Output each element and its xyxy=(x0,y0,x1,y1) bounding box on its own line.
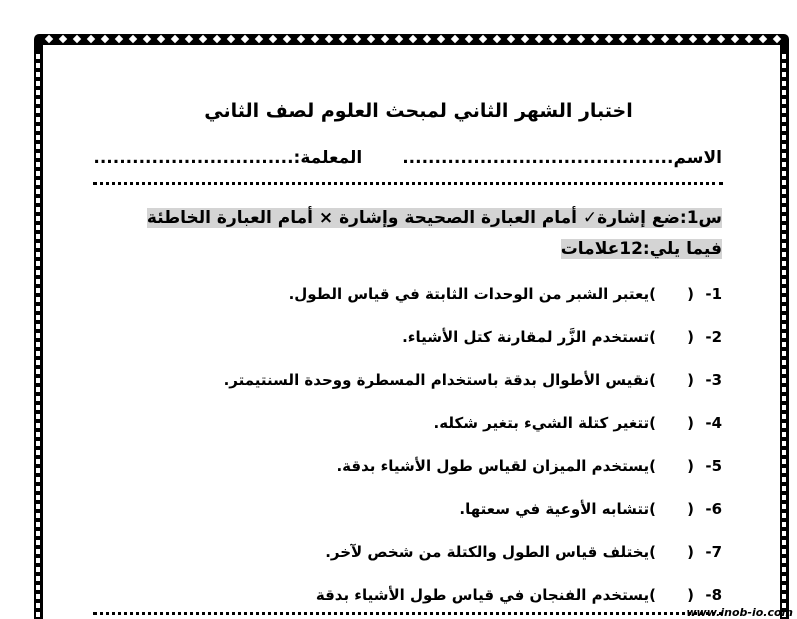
item-text: يستخدم الفنجان في قياس طول الأشياء بدقة xyxy=(315,586,650,604)
dotted-separator-top xyxy=(93,182,723,185)
answer-close-paren: ) xyxy=(649,414,656,432)
teacher-label: المعلمة:............................... xyxy=(93,148,363,168)
site-watermark: www.inob-io.com xyxy=(686,606,793,619)
item-number: 1- xyxy=(705,285,722,303)
item-text: يعتبر الشبر من الوحدات الثابتة في قياس الطول. xyxy=(288,285,650,303)
answer-close-paren: ) xyxy=(649,500,656,518)
answer-open-paren: ( xyxy=(687,371,694,389)
answer-close-paren: ) xyxy=(649,371,656,389)
answer-close-paren: ) xyxy=(649,285,656,303)
answer-open-paren: ( xyxy=(687,586,694,604)
item-text: يختلف قياس الطول والكتلة من شخص لآخر. xyxy=(325,543,650,561)
answer-open-paren: ( xyxy=(687,543,694,561)
item-text: تتغير كتلة الشيء بتغير شكله. xyxy=(433,414,650,432)
item-text: نقيس الأطوال بدقة باستخدام المسطرة ووحدة السنتيمتر. xyxy=(223,371,650,389)
item-number: 5- xyxy=(705,457,722,475)
question-1-heading xyxy=(122,203,722,265)
exam-title: اختبار الشهر الثاني لمبحث العلوم لصف الثاني xyxy=(204,100,633,122)
answer-open-paren: ( xyxy=(687,414,694,432)
page-border-left xyxy=(34,40,43,619)
item-text: تستخدم الزَّر لمقارنة كتل الأشياء. xyxy=(402,328,650,346)
answer-open-paren: ( xyxy=(687,328,694,346)
answer-close-paren: ) xyxy=(649,457,656,475)
answer-close-paren: ) xyxy=(649,586,656,604)
item-text: يستخدم الميزان لقياس طول الأشياء بدقة. xyxy=(336,457,650,475)
answer-close-paren: ) xyxy=(649,328,656,346)
list-item xyxy=(459,500,722,518)
list-item xyxy=(336,457,722,475)
page-border-top xyxy=(34,34,789,45)
answer-open-paren: ( xyxy=(687,285,694,303)
question-1-text: س1:ضع إشارة✓ أمام العبارة الصحيحة وإشارة × أمام العبارة الخاطئة فيما يلي:12علامات xyxy=(146,208,722,259)
item-number: 7- xyxy=(705,543,722,561)
item-text: تتشابه الأوعية في سعتها. xyxy=(459,500,650,518)
list-item xyxy=(224,371,722,389)
page-border-right xyxy=(780,40,789,619)
item-number: 8- xyxy=(705,586,722,604)
answer-open-paren: ( xyxy=(687,457,694,475)
item-number: 3- xyxy=(705,371,722,389)
student-name-line xyxy=(93,148,722,168)
list-item xyxy=(316,586,722,604)
list-item xyxy=(402,328,722,346)
list-item xyxy=(325,543,722,561)
item-number: 2- xyxy=(705,328,722,346)
item-number: 6- xyxy=(705,500,722,518)
item-number: 4- xyxy=(705,414,722,432)
list-item xyxy=(434,414,722,432)
name-label: الاسم.......................................... xyxy=(402,148,722,168)
dotted-separator-bottom xyxy=(93,612,723,615)
answer-close-paren: ) xyxy=(649,543,656,561)
answer-open-paren: ( xyxy=(687,500,694,518)
list-item xyxy=(289,285,722,303)
